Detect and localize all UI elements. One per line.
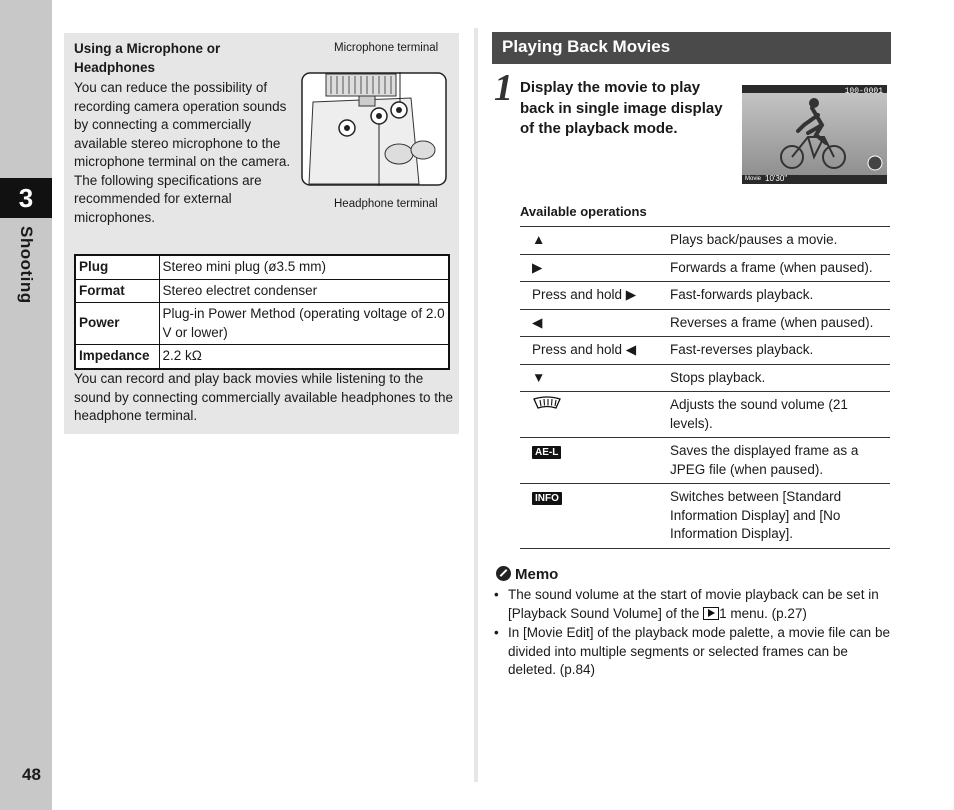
section-name: Shooting: [17, 226, 36, 304]
spec-value: 2.2 kΩ: [159, 345, 449, 369]
list-item: • In [Movie Edit] of the playback mode palette, a movie file can be divided into multiple segments or selected frames can be deleted. (p.84): [494, 624, 890, 680]
operations-table: [520, 226, 890, 549]
table-row: [520, 484, 890, 549]
table-row: [520, 364, 890, 392]
table-row: [75, 303, 449, 345]
operation-key: ▶: [520, 254, 670, 282]
table-row: [520, 227, 890, 255]
table-row: [75, 345, 449, 369]
spec-value: Stereo mini plug (ø3.5 mm): [159, 255, 449, 279]
operation-description: Reverses a frame (when paused).: [670, 309, 890, 337]
spec-key: Format: [75, 279, 159, 303]
operation-description: Fast-reverses playback.: [670, 337, 890, 365]
spec-key: Impedance: [75, 345, 159, 369]
operation-key: Press and hold ▶: [520, 282, 670, 310]
table-row: [75, 279, 449, 303]
operation-description: Switches between [Standard Information Display] and [No Information Display].: [670, 484, 890, 549]
memo-icon: [496, 566, 511, 581]
operation-key: [520, 484, 670, 549]
table-row: [520, 254, 890, 282]
operations-title: Available operations: [520, 204, 647, 219]
operation-key: ▲: [520, 227, 670, 255]
operation-description: Adjusts the sound volume (21 levels).: [670, 392, 890, 438]
spec-key: Power: [75, 303, 159, 345]
operation-description: Fast-forwards playback.: [670, 282, 890, 310]
operation-key: Press and hold ◀: [520, 337, 670, 365]
operation-description: Stops playback.: [670, 364, 890, 392]
movie-duration-label: 10'30": [765, 174, 788, 183]
operation-description: Forwards a frame (when paused).: [670, 254, 890, 282]
operation-key: [520, 438, 670, 484]
memo-text: 1 menu. (p.27): [719, 605, 807, 621]
file-number-label: 100-0001: [844, 87, 883, 96]
memo-text: The sound volume at the start of movie playback can be set in [Playback Sound Volume] of the: [508, 587, 879, 621]
section-header: Playing Back Movies: [492, 32, 891, 64]
ae-l-button-icon: AE-L: [532, 446, 561, 459]
camera-terminals-illustration: [301, 72, 447, 186]
movie-playback-frame: [742, 85, 887, 184]
memo-list: [494, 586, 890, 681]
infobox-body: You can reduce the possibility of recording camera operation sounds by connecting a commercially available stereo microphone to the microphone terminal on the camera. The following specifications are recommended for external microphones.: [74, 80, 291, 225]
list-item: [494, 586, 890, 623]
table-row: [520, 438, 890, 484]
memo-heading: [496, 566, 558, 583]
microphone-terminal-label: Microphone terminal: [334, 42, 439, 54]
microphone-info-box: [64, 33, 459, 434]
spec-value: Stereo electret condenser: [159, 279, 449, 303]
operation-key: ◀: [520, 309, 670, 337]
spec-key: Plug: [75, 255, 159, 279]
microphone-spec-table: [74, 254, 450, 370]
memo-title: Memo: [515, 566, 559, 583]
table-row: [520, 309, 890, 337]
step-instruction: Display the movie to play back in single image display of the playback mode.: [520, 79, 723, 137]
operation-description: Saves the displayed frame as a JPEG file (when paused).: [670, 438, 890, 484]
page-number: 48: [22, 765, 41, 784]
table-row: [520, 337, 890, 365]
column-divider: [474, 28, 478, 782]
operation-key: ▼: [520, 364, 670, 392]
info-button-icon: INFO: [532, 492, 562, 505]
movie-mode-label: Movie: [745, 176, 762, 182]
chapter-sidebar: [0, 0, 52, 810]
table-row: [520, 392, 890, 438]
table-row: [75, 255, 449, 279]
chapter-number: 3: [0, 178, 52, 218]
rear-dial-icon: [532, 396, 562, 410]
section-tab: [12, 226, 42, 316]
table-row: [520, 282, 890, 310]
cyclist-photo: [742, 85, 887, 184]
headphone-terminal-label: Headphone terminal: [334, 198, 438, 210]
infobox-footer: You can record and play back movies while listening to the sound by connecting commercially available headphones to the headphone terminal.: [74, 371, 453, 423]
spec-value: Plug-in Power Method (operating voltage of 2.0 V or lower): [159, 303, 449, 345]
step-number: 1: [494, 67, 513, 109]
operation-description: Plays back/pauses a movie.: [670, 227, 890, 255]
playback-menu-icon: [703, 607, 719, 620]
infobox-title: Using a Microphone or Headphones: [74, 41, 221, 75]
operation-key: [520, 392, 670, 438]
